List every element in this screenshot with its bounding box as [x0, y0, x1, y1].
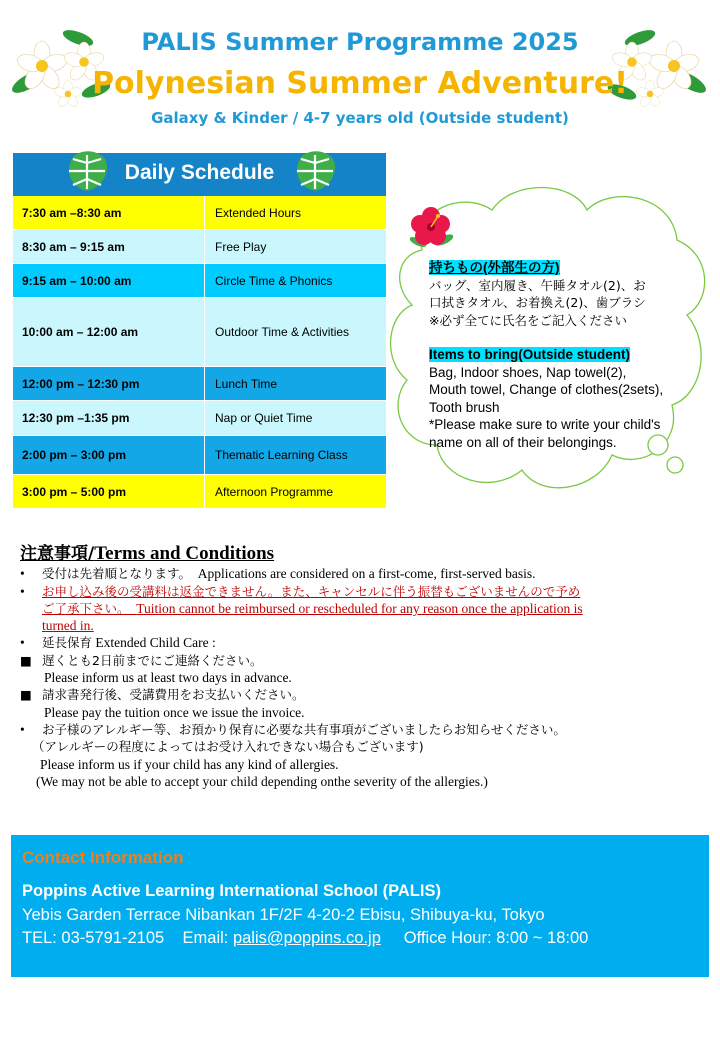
contact-details: [22, 929, 588, 948]
school-name: Poppins Active Learning International School (PALIS): [22, 882, 441, 900]
list-item-translation: (We may not be able to accept your child depending onthe severity of the allergies.): [36, 773, 488, 789]
table-row: [13, 401, 386, 436]
schedule-activity: Thematic Learning Class: [215, 448, 348, 462]
hibiscus-icon: [406, 206, 456, 250]
table-row: [13, 196, 386, 230]
bring-heading-en: Items to bring(Outside student): [429, 347, 630, 362]
list-item-note: （アレルギーの程度によってはお受け入れできない場合もございます): [32, 739, 424, 755]
list-item: • 延長保育 Extended Child Care :: [20, 635, 216, 651]
terms-section: [20, 545, 700, 790]
terms-title: 注意事項/Terms and Conditions: [20, 543, 275, 564]
schedule-time: 9:15 am – 10:00 am: [13, 264, 205, 297]
schedule-time: 8:30 am – 9:15 am: [13, 230, 205, 263]
bring-line-en: Tooth brush: [429, 399, 500, 415]
monstera-leaf-icon: [291, 149, 339, 193]
list-item-translation: Please inform us at least two days in advance.: [44, 670, 292, 686]
items-to-bring: [429, 259, 689, 451]
schedule-time: 12:00 pm – 12:30 pm: [13, 367, 205, 400]
phone-text: TEL: 03-5791-2105 Email:: [22, 929, 233, 947]
table-row: [13, 230, 386, 264]
bring-line-jp: バッグ、室内履き、午睡タオル(2)、お: [429, 277, 646, 293]
bring-line-en: Mouth towel, Change of clothes(2sets),: [429, 382, 664, 397]
bring-line-jp: 口拭きタオル、お着換え(2)、歯ブラシ: [429, 295, 646, 310]
schedule-activity: Circle Time & Phonics: [215, 273, 333, 288]
contact-panel: [11, 835, 709, 977]
school-address: Yebis Garden Terrace Nibankan 1F/2F 4-20-2 Ebisu, Shibuya-ku, Tokyo: [22, 906, 545, 924]
bring-line-en: name on all of their belongings.: [429, 434, 617, 450]
list-item: • お申し込み後の受講料は返金できません。また、キャンセルに伴う振替もございませんので予め ご了承下さい。 Tuition cannot be reimbursed or rescheduled for any reason once the application is turned in.: [20, 583, 583, 634]
audience-label: Galaxy & Kinder / 4-7 years old (Outside student): [151, 109, 569, 127]
page-subtitle: Polynesian Summer Adventure!: [92, 66, 628, 101]
table-row: [13, 298, 386, 367]
schedule-activity: Extended Hours: [215, 205, 302, 220]
schedule-activity: Free Play: [215, 239, 267, 254]
schedule-activity: Afternoon Programme: [215, 484, 334, 499]
list-item: • お子様のアレルギー等、お預かり保育に必要な共有事項がございましたらお知らせください。: [20, 721, 566, 737]
schedule-time: 10:00 am – 12:00 am: [13, 298, 205, 366]
list-item: ■ 遅くとも2日前までにご連絡ください。: [20, 652, 263, 668]
bring-line-jp: ※必ず全てに氏名をご記入ください: [429, 312, 627, 328]
schedule-activity: Outdoor Time & Activities: [215, 325, 350, 339]
office-hours: Office Hour: 8:00 ~ 18:00: [380, 929, 589, 947]
list-item-translation: Please inform us if your child has any kind of allergies.: [40, 756, 339, 772]
daily-schedule-table: [13, 153, 386, 509]
schedule-time: 7:30 am –8:30 am: [13, 196, 205, 229]
schedule-heading: Daily Schedule: [124, 161, 275, 184]
page-title: PALIS Summer Programme 2025: [141, 28, 579, 56]
bring-line-en: *Please make sure to write your child's: [429, 417, 661, 432]
email-link[interactable]: palis@poppins.co.jp: [232, 929, 381, 947]
schedule-activity: Nap or Quiet Time: [215, 411, 313, 425]
list-item-translation: Please pay the tuition once we issue the invoice.: [44, 704, 305, 720]
list-item: ■ 請求書発行後、受講費用をお支払いください。: [20, 687, 305, 703]
table-row: [13, 264, 386, 298]
table-row: [13, 436, 386, 475]
list-item: • 受付は先着順となります。 Applications are considered on a first-come, first-served basis.: [20, 566, 536, 582]
table-row: [13, 475, 386, 509]
bring-line-en: Bag, Indoor shoes, Nap towel(2),: [429, 364, 627, 380]
schedule-activity: Lunch Time: [215, 376, 278, 391]
bring-heading-jp: 持ちもの(外部生の方): [429, 260, 560, 275]
table-row: [13, 367, 386, 401]
schedule-header: [13, 153, 386, 196]
schedule-time: 3:00 pm – 5:00 pm: [13, 475, 205, 508]
schedule-time: 2:00 pm – 3:00 pm: [13, 436, 205, 474]
contact-heading: Contact Information: [22, 848, 184, 867]
monstera-leaf-icon: [63, 149, 111, 193]
schedule-time: 12:30 pm –1:35 pm: [13, 401, 205, 435]
